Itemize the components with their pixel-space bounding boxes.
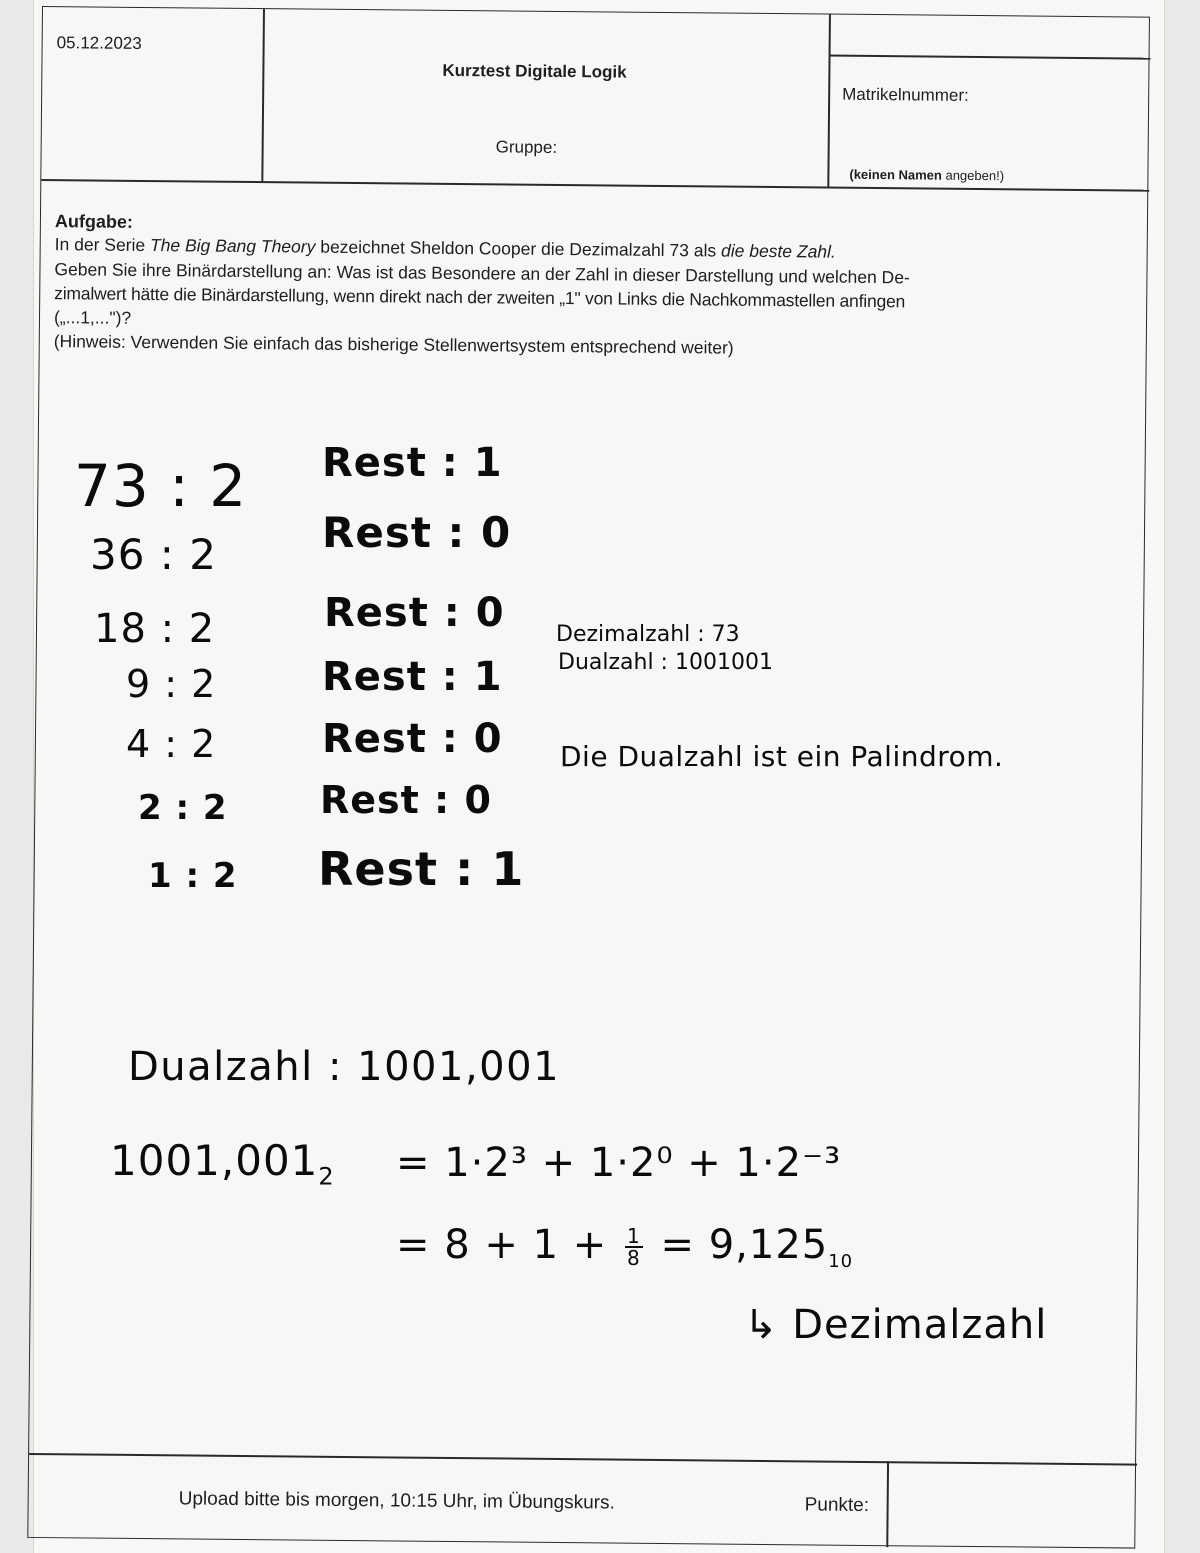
division-row-7: 1 : 2 <box>148 856 238 896</box>
calc-fraction <box>625 1226 643 1268</box>
rest-row-4: Rest : 1 <box>322 654 503 700</box>
calc-eq1: = 1·2³ + 1·2⁰ + 1·2⁻³ <box>396 1140 842 1186</box>
palindrome-note: Die Dualzahl ist ein Palindrom. <box>560 740 1004 773</box>
header-divider-right <box>827 15 830 187</box>
rest-row-7: Rest : 1 <box>318 842 525 896</box>
division-row-3: 18 : 2 <box>94 606 216 652</box>
task-line-1-quote: die beste Zahl. <box>720 240 836 262</box>
division-row-2: 36 : 2 <box>90 530 218 579</box>
header-divider-left <box>261 9 264 181</box>
task-line-2: Geben Sie ihre Binärdarstellung an: Was ist das Besondere an der Zahl in dieser Darstellung und welchen De- <box>54 259 910 288</box>
footer-divider <box>886 1461 888 1547</box>
calc-lhs-base: 2 <box>318 1162 335 1191</box>
binary-note: Dualzahl : 1001001 <box>558 650 773 675</box>
matrikel-box-top <box>829 55 1151 60</box>
division-row-1: 73 : 2 <box>74 452 248 520</box>
rest-row-2: Rest : 0 <box>322 508 512 557</box>
task-line-1 <box>55 234 836 262</box>
calc-lhs <box>110 1136 335 1190</box>
rest-row-3: Rest : 0 <box>324 590 505 636</box>
calc-lhs-value: 1001,001 <box>110 1136 319 1185</box>
name-note-rest: angeben!) <box>941 167 1005 184</box>
name-note <box>849 167 1004 183</box>
points-label: Punkte: <box>804 1494 870 1517</box>
exam-title: Kurztest Digitale Logik <box>442 60 627 82</box>
task-line-1a: In der Serie <box>54 234 151 256</box>
rest-row-5: Rest : 0 <box>322 716 503 762</box>
division-row-6: 2 : 2 <box>138 788 228 828</box>
calc-fraction-den: 8 <box>627 1246 641 1270</box>
rest-row-1: Rest : 1 <box>322 440 503 486</box>
upload-note: Upload bitte bis morgen, 10:15 Uhr, im Übungskurs. <box>178 1488 615 1514</box>
task-line-3: zimalwert hätte die Binärdarstellung, wenn direkt nach der zweiten „1" von Links die Nachkommastellen anfingen <box>54 283 906 312</box>
task-heading: Aufgabe: <box>54 211 134 232</box>
exam-date: 05.12.2023 <box>56 33 142 53</box>
task-line-5: (Hinweis: Verwenden Sie einfach das bisherige Stellenwertsystem entsprechend weiter) <box>53 331 734 358</box>
task-line-4: („...1,...")? <box>53 307 132 328</box>
matrikel-label: Matrikelnummer: <box>842 84 969 105</box>
decimal-note: Dezimalzahl : 73 <box>556 622 740 647</box>
calc-fraction-num: 1 <box>627 1224 641 1248</box>
dual-with-comma: Dualzahl : 1001,001 <box>128 1044 561 1090</box>
task-line-1-series: The Big Bang Theory <box>149 235 316 257</box>
calc-eq2-b: = 9,125 <box>646 1222 829 1268</box>
task-line-1b: bezeichnet Sheldon Cooper die Dezimalzahl 73 als <box>315 236 722 261</box>
calc-arrow-note: ↳ Dezimalzahl <box>744 1302 1048 1348</box>
name-note-bold: (keinen Namen <box>849 166 942 183</box>
calc-eq2-a: = 8 + 1 + <box>396 1222 622 1268</box>
division-row-5: 4 : 2 <box>126 722 217 766</box>
calc-eq2-base: 10 <box>828 1251 854 1272</box>
group-label: Gruppe: <box>495 137 558 157</box>
rest-row-6: Rest : 0 <box>320 778 492 822</box>
calc-eq2 <box>396 1222 853 1272</box>
division-row-4: 9 : 2 <box>126 662 217 706</box>
footer-top-line <box>29 1453 1137 1465</box>
